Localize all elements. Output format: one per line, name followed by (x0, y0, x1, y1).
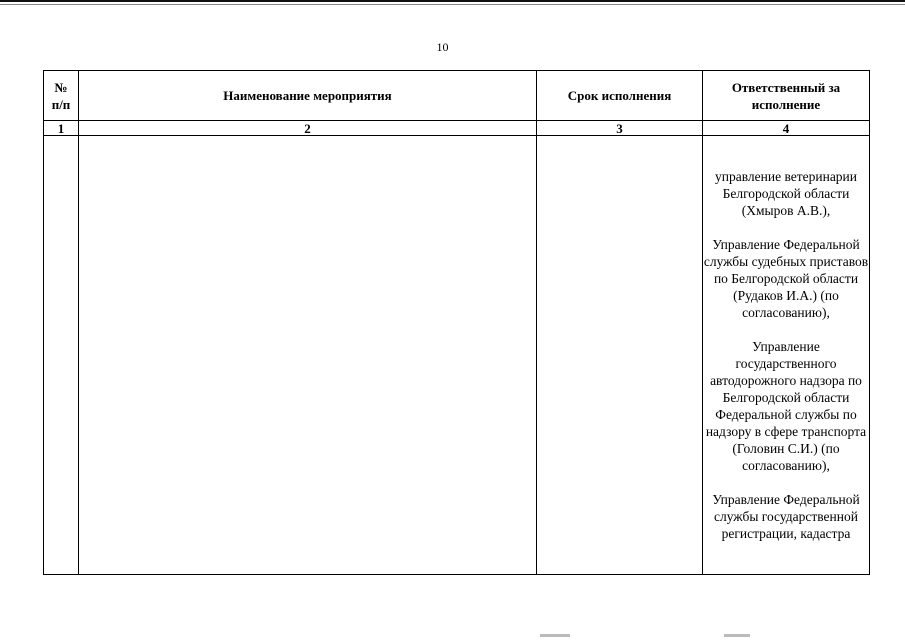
page-number: 10 (436, 40, 449, 54)
column-number-2: 2 (79, 121, 537, 136)
header-name: Наименование мероприятия (79, 71, 537, 121)
header-num-symbol: № (54, 79, 68, 95)
row-responsible-cell (703, 136, 870, 575)
column-number-row (44, 121, 870, 136)
responsible-state-registration-service: Управление Федеральной службы государственной регистрации, кадастра (712, 492, 860, 541)
top-border-line (0, 0, 905, 2)
top-border-line-secondary (0, 4, 905, 5)
header-responsible: Ответственный за исполнение (703, 71, 870, 121)
header-deadline: Срок исполнения (537, 71, 703, 121)
row-deadline-cell (537, 136, 703, 575)
column-number-4: 4 (703, 121, 870, 136)
header-row (44, 71, 870, 121)
scan-artifact (724, 634, 750, 637)
header-num-label: п/п (51, 96, 71, 112)
header-num (44, 71, 79, 121)
table-row (44, 136, 870, 575)
events-table (43, 70, 870, 575)
responsible-bailiffs-service: Управление Федеральной службы судебных приставов по Белгородской области (Рудаков И.А.) (по согласованию), (703, 237, 869, 320)
column-number-1: 1 (44, 121, 79, 136)
scan-artifact (540, 634, 570, 637)
row-name-cell (79, 136, 537, 575)
row-num-cell (44, 136, 79, 575)
responsible-road-transport-supervision: Управление государственного автодорожного надзора по Белгородской области Федеральной службы по надзору в сфере транспорта (Головин С.И.) (по согласованию), (705, 339, 867, 473)
column-number-3: 3 (537, 121, 703, 136)
responsible-vet-department: управление ветеринарии Белгородской области (Хмыров А.В.), (714, 169, 858, 218)
